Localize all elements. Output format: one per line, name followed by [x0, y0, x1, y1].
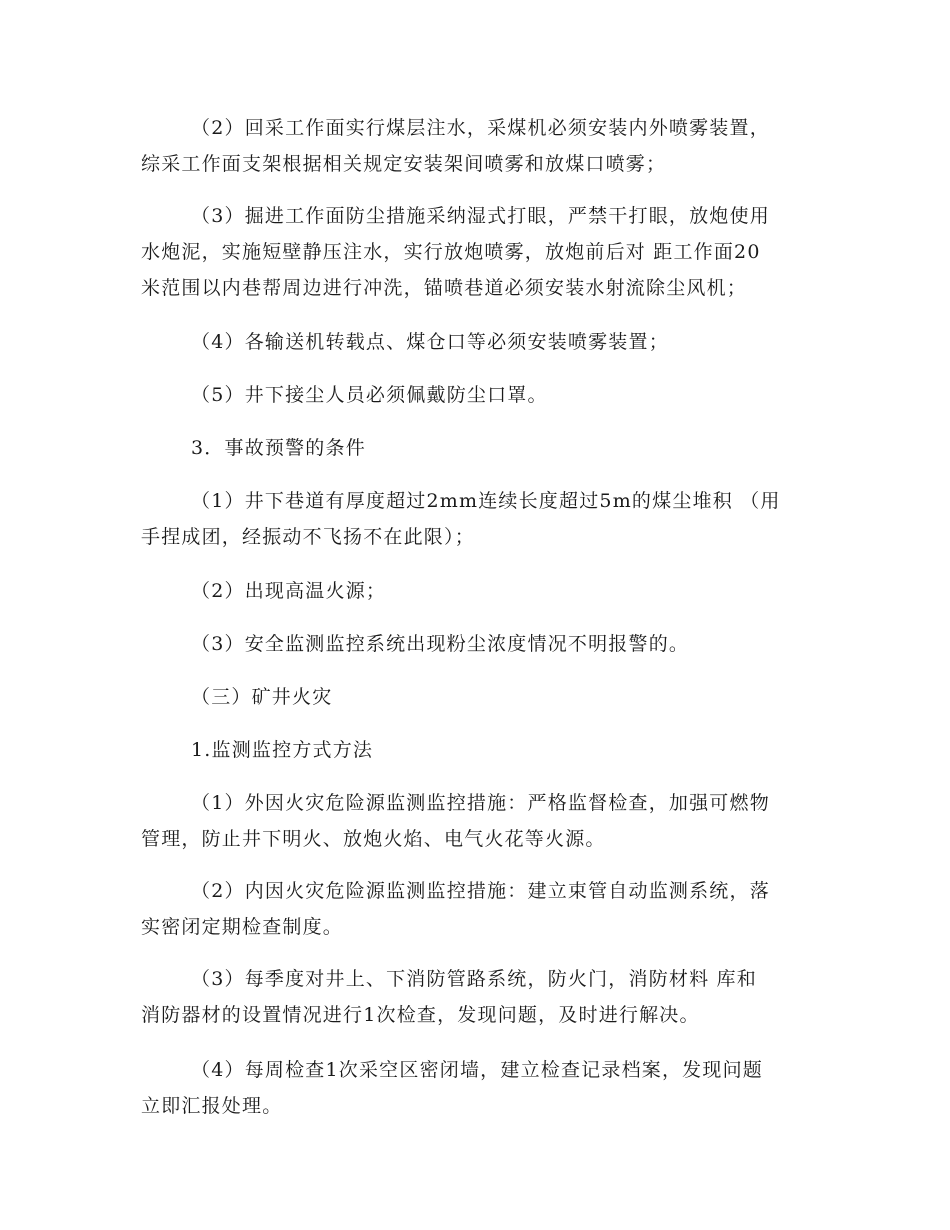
text-line: 立即汇报处理。 [141, 1095, 283, 1117]
paragraph-weekly-inspection [141, 1052, 813, 1124]
text-line: （3）安全监测监控系统出现粉尘浓度情况不明报警的。 [191, 633, 690, 655]
text-line: （3）每季度对井上、下消防管路系统，防火门，消防材料 库和 [191, 968, 757, 990]
paragraph-monitoring-alarm [141, 626, 813, 662]
text-line: 管理，防止井下明火、放炮火焰、电气火花等火源。 [141, 828, 606, 850]
text-line: 消防器材的设置情况进行1次检查，发现问题，及时进行解决。 [141, 1004, 700, 1026]
text-line: 水炮泥，实施短壁静压注水，实行放炮喷雾，放炮前后对 距工作面20 [141, 241, 761, 263]
text-line: （4）每周检查1次采空区密闭墙，建立检查记录档案，发现问题 [191, 1059, 763, 1081]
paragraph-coal-dust-accumulation [141, 483, 813, 555]
paragraph-internal-fire-measures [141, 873, 813, 945]
text-line: 手捏成团，经振动不飞扬不在此限）； [141, 526, 475, 548]
heading-monitoring-methods [141, 732, 813, 768]
text-line: （3）掘进工作面防尘措施采纳湿式打眼，严禁干打眼，放炮使用 [191, 205, 770, 227]
paragraph-high-temperature-source [141, 573, 813, 609]
text-line: （2）出现高温火源； [191, 580, 387, 602]
text-line: 综采工作面支架根据相关规定安装架间喷雾和放煤口喷雾； [141, 153, 667, 175]
text-line: 米范围以内巷帮周边进行冲洗，锚喷巷道必须安装水射流除尘风机； [141, 277, 748, 299]
text-line: （2）回采工作面实行煤层注水，采煤机必须安装内外喷雾装置， [191, 117, 770, 139]
text-line: （1）井下巷道有厚度超过2mm连续长度超过5m的煤尘堆积 （用 [191, 490, 781, 512]
paragraph-dust-mask [141, 377, 813, 413]
paragraph-quarterly-inspection [141, 961, 813, 1033]
text-line: 实密闭定期检查制度。 [141, 916, 344, 938]
text-line: （4）各输送机转载点、煤仓口等必须安装喷雾装置； [191, 331, 669, 353]
paragraph-excavation-dust-prevention [141, 198, 813, 306]
heading-mine-fire [141, 679, 813, 715]
text-line: （5）井下接尘人员必须佩戴防尘口罩。 [191, 384, 548, 406]
paragraph-conveyor-spray [141, 324, 813, 360]
paragraph-external-fire-measures [141, 785, 813, 857]
text-line: （1）外因火灾危险源监测监控措施：严格监督检查，加强可燃物 [191, 792, 770, 814]
text-line: （三）矿井火灾 [191, 686, 333, 708]
text-line: 1.监测监控方式方法 [191, 739, 374, 761]
paragraph-coal-seam-water-injection [141, 110, 813, 182]
text-line: 3．事故预警的条件 [191, 437, 366, 459]
heading-warning-conditions [141, 430, 813, 466]
text-line: （2）内因火灾危险源监测监控措施：建立束管自动监测系统，落 [191, 880, 770, 902]
